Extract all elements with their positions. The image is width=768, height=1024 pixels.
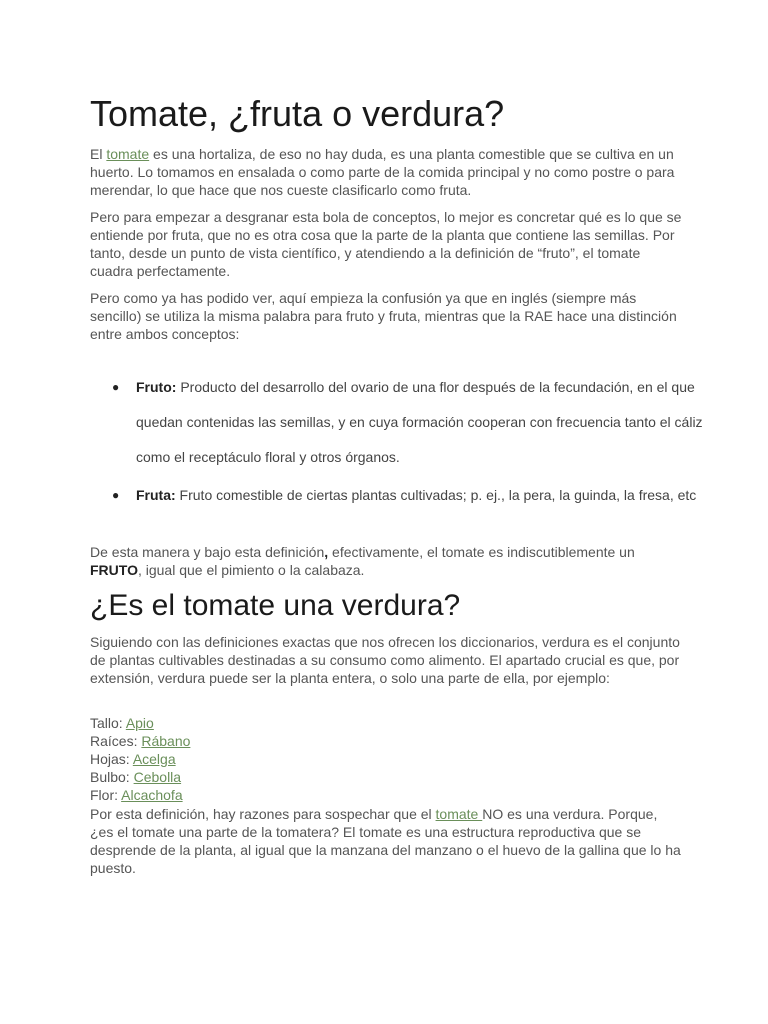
list-item-fruto [90,370,736,475]
veg-label: Hojas: [90,751,133,767]
final-paragraph [90,805,682,877]
cebolla-link[interactable]: Cebolla [133,769,182,785]
alcachofa-link[interactable]: Alcachofa [121,787,183,803]
definition-fruto: Producto del desarrollo del ovario de una flor después de la fecundación, en el que quedan contenidas las semillas, y en cuya formación cooperan con frecuencia tanto el cáliz como el receptáculo floral y otros órganos. [136,379,703,465]
bullet-icon: ● [112,488,120,502]
verdura-paragraph: Siguiendo con las definiciones exactas que nos ofrecen los diccionarios, verdura es el conjunto de plantas cultivables destinadas a su consumo como alimento. El apartado crucial es que, por extensión, verdura puede ser la planta entera, o solo una parte de ella, por ejemplo: [90,634,680,686]
tomate-link[interactable]: tomate [106,146,150,162]
intro-text-post: es una hortaliza, de eso no hay duda, es una planta comestible que se cultiva en un huerto. Lo tomamos en ensalada o como parte de la comida principal y no como postre o para merendar, lo que hace que nos cueste clasificarlo como fruta. [90,146,675,198]
definition-paragraph: Pero para empezar a desgranar esta bola de conceptos, lo mejor es concretar qué es lo que se entiende por fruta, que no es otra cosa que la parte de la planta que contiene las semillas. Por tanto, desde un punto de vista científico, y atendiendo a la definición de “fruto”, el tomate cuadra perfectamente. [90,209,682,279]
vegetable-examples-list [90,714,190,804]
acelga-link[interactable]: Acelga [132,751,176,767]
conclusion-text-mid: efectivamente, el tomate es indiscutiblemente un [328,544,635,560]
list-item-fruta [90,478,736,513]
intro-text-pre: El [90,146,107,162]
confusion-paragraph: Pero como ya has podido ver, aquí empieza la confusión ya que en inglés (siempre más sencillo) se utiliza la misma palabra para fruto y fruta, mientras que la RAE hace una distinción entre ambos conceptos: [90,290,677,342]
list-item-raices [90,732,190,750]
final-text-post: NO es una verdura. Porque, ¿es el tomate una parte de la tomatera? El tomate es una estructura reproductiva que se desprende de la planta, al igual que la manzana del manzano o el huevo de la gallina que lo ha puesto. [90,806,681,876]
conclusion-paragraph [90,543,682,579]
conclusion-comma: , [324,544,329,560]
list-item-tallo [90,714,190,732]
apio-link[interactable]: Apio [125,715,154,731]
veg-label: Tallo: [90,715,126,731]
definition-fruta: Fruto comestible de ciertas plantas cultivadas; p. ej., la pera, la guinda, la fresa, etc [175,487,697,503]
term-fruta: Fruta: [136,487,176,503]
term-fruto: Fruto: [136,379,177,395]
conclusion-text-pre: De esta manera y bajo esta definición [90,544,325,560]
list-item-hojas [90,750,190,768]
tomate-link-2[interactable]: tomate [435,806,483,822]
intro-paragraph [90,145,682,199]
rabano-link[interactable]: Rábano [141,733,191,749]
veg-label: Flor: [90,787,122,803]
final-text-pre: Por esta definición, hay razones para sospechar que el [90,806,436,822]
conclusion-text-post: , igual que el pimiento o la calabaza. [137,562,365,578]
page-title: Tomate, ¿fruta o verdura? [90,93,505,134]
section-heading: ¿Es el tomate una verdura? [90,589,461,622]
fruto-emphasis: FRUTO [90,562,138,578]
bullet-icon: ● [112,380,120,394]
list-item-flor [90,786,190,804]
veg-label: Bulbo: [90,769,134,785]
list-item-bulbo [90,768,190,786]
veg-label: Raíces: [90,733,142,749]
